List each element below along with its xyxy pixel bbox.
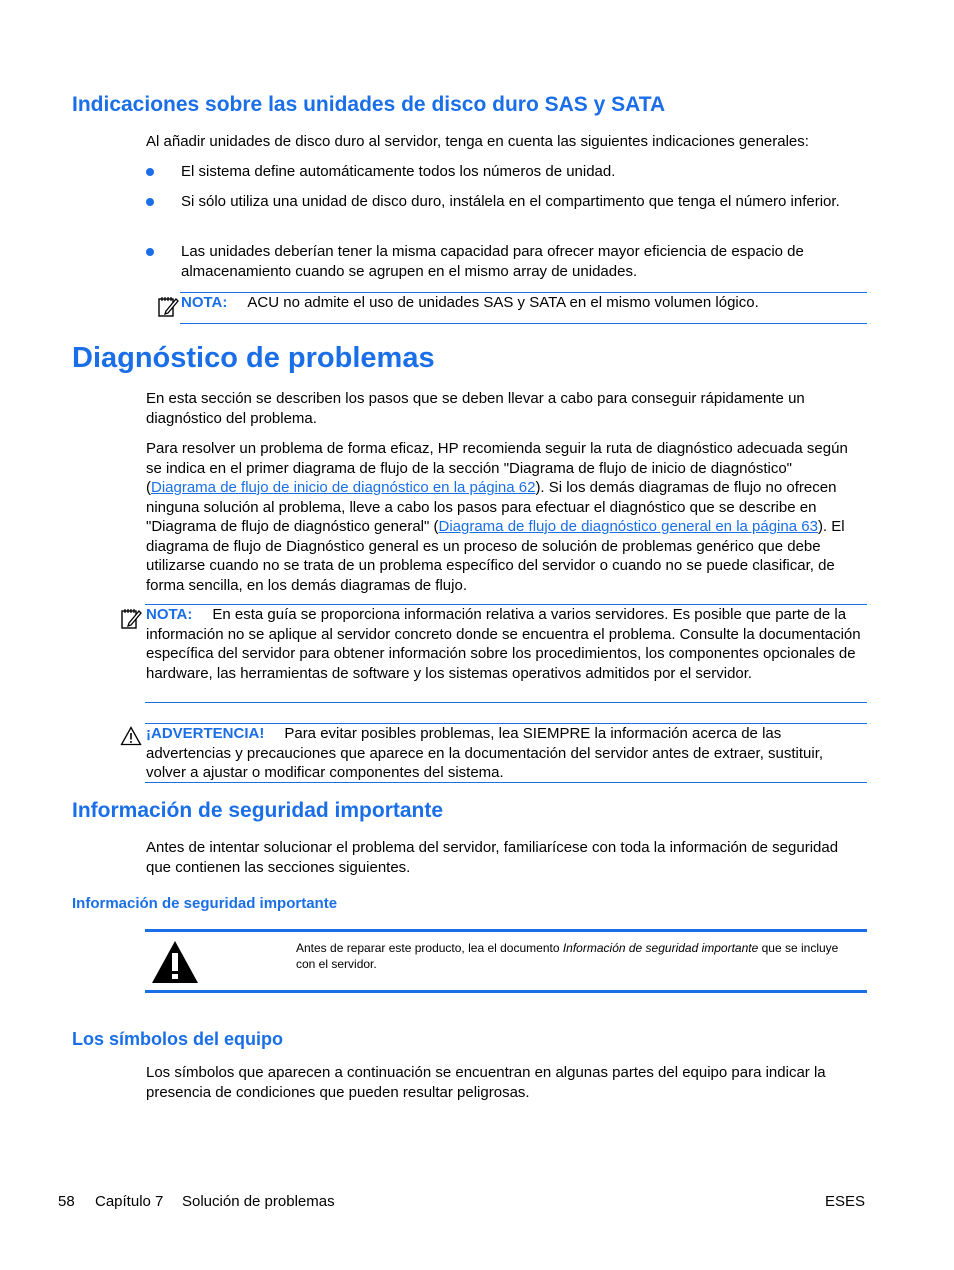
- warning-label: ¡ADVERTENCIA!: [146, 725, 265, 742]
- box-text: que se incluye con el servidor.: [296, 941, 839, 971]
- link-flowchart-general[interactable]: Diagrama de flujo de diagnóstico general en la página 63: [438, 518, 818, 535]
- note-text: ACU no admite el uso de unidades SAS y SATA en el mismo volumen lógico.: [247, 294, 759, 311]
- link-flowchart-start[interactable]: Diagrama de flujo de inicio de diagnóstico en la página 62: [151, 479, 536, 496]
- note-pencil-icon: [157, 294, 179, 318]
- note-text: En esta guía se proporciona información relativa a varios servidores. Es posible que parte de la información no se aplique al servidor concreto donde se encuentra el problema. Consulte la documentación específica del servidor para obtener información sobre los procedimientos, los componentes opcionales de hardware, las herramientas de software y los sistemas operativos admitidos por el servidor.: [146, 606, 861, 682]
- note-label: NOTA:: [181, 294, 228, 311]
- section-heading-safety: Información de seguridad importante: [72, 799, 444, 822]
- page-number: 58: [58, 1193, 75, 1210]
- warning-text: Para evitar posibles problemas, lea SIEMPRE la información acerca de las advertencias y precauciones que aparece en la documentación del servidor antes de extraer, sustituir, volver a ajustar o modificar componentes del sistema.: [146, 725, 824, 781]
- bullet-icon: [146, 198, 154, 206]
- warning-triangle-icon: [120, 726, 142, 746]
- footer-chapter: Capítulo 7: [95, 1193, 164, 1210]
- note-label: NOTA:: [146, 606, 193, 623]
- paragraph-symbols: Los símbolos que aparecen a continuación se encuentran en algunas partes del equipo para indicar la presencia de condiciones que pueden resultar peligrosas.: [146, 1064, 826, 1101]
- para-text: ). Si los demás diagramas de flujo no ofrecen ninguna solución al problema, lleve a cabo los pasos para efectuar el diagnóstico que se describe en "Diagrama de flujo de diagnóstico general" (: [146, 479, 837, 535]
- intro-paragraph: Al añadir unidades de disco duro al servidor, tenga en cuenta las siguientes indicaciones generales:: [146, 133, 809, 150]
- section-heading-sas-sata: Indicaciones sobre las unidades de disco duro SAS y SATA: [72, 93, 666, 116]
- footer-locale: ESES: [825, 1193, 866, 1210]
- subheading-safety: Información de seguridad importante: [72, 895, 338, 912]
- danger-warning-icon: [150, 939, 200, 985]
- note-sas-sata: [181, 293, 866, 313]
- safety-box-top-rule: [145, 929, 867, 932]
- section-heading-symbols: Los símbolos del equipo: [72, 1029, 284, 1049]
- para-text: Para resolver un problema de forma eficaz, HP recomienda seguir la ruta de diagnóstico adecuada según se indica en el primer diagrama de flujo de la sección "Diagrama de flujo de inicio de diagnóstico" (: [146, 440, 848, 496]
- note-bottom-rule: [180, 323, 867, 324]
- safety-box-bottom-rule: [145, 990, 867, 993]
- page-title: Diagnóstico de problemas: [72, 342, 435, 374]
- note-bottom-rule: [145, 702, 867, 703]
- paragraph-safety: Antes de intentar solucionar el problema del servidor, familiarícese con toda la información de seguridad que contienen las secciones siguientes.: [146, 839, 839, 876]
- warning-bottom-rule: [145, 782, 867, 783]
- footer-chapter-title: Solución de problemas: [182, 1193, 335, 1210]
- para-text: ). El diagrama de flujo de Diagnóstico general es un proceso de solución de problemas genérico que debe utilizarse cuando no se trata de un problema específico del servidor o cuando no se puede clasificar, de forma sencilla, en los demás diagramas de flujo.: [146, 518, 845, 594]
- box-text: Antes de reparar este producto, lea el documento: [296, 941, 563, 955]
- bullet-icon: [146, 248, 154, 256]
- warning-block: [146, 724, 866, 783]
- list-item: Si sólo utiliza una unidad de disco duro, instálela en el compartimento que tenga el número inferior.: [181, 193, 840, 210]
- note-pencil-icon: [120, 606, 142, 630]
- list-item: El sistema define automáticamente todos los números de unidad.: [181, 163, 616, 180]
- document-title: Información de seguridad importante: [562, 941, 759, 955]
- bullet-icon: [146, 168, 154, 176]
- paragraph-diagnostic-intro: En esta sección se describen los pasos que se deben llevar a cabo para conseguir rápidamente un diagnóstico del problema.: [146, 390, 805, 427]
- note-multi-server: [146, 605, 866, 683]
- list-item: Las unidades deberían tener la misma capacidad para ofrecer mayor eficiencia de espacio de almacenamiento cuando se agrupen en el mismo array de unidades.: [181, 243, 804, 280]
- paragraph-diagnostic-route: [146, 439, 866, 595]
- safety-box-text: [296, 940, 856, 972]
